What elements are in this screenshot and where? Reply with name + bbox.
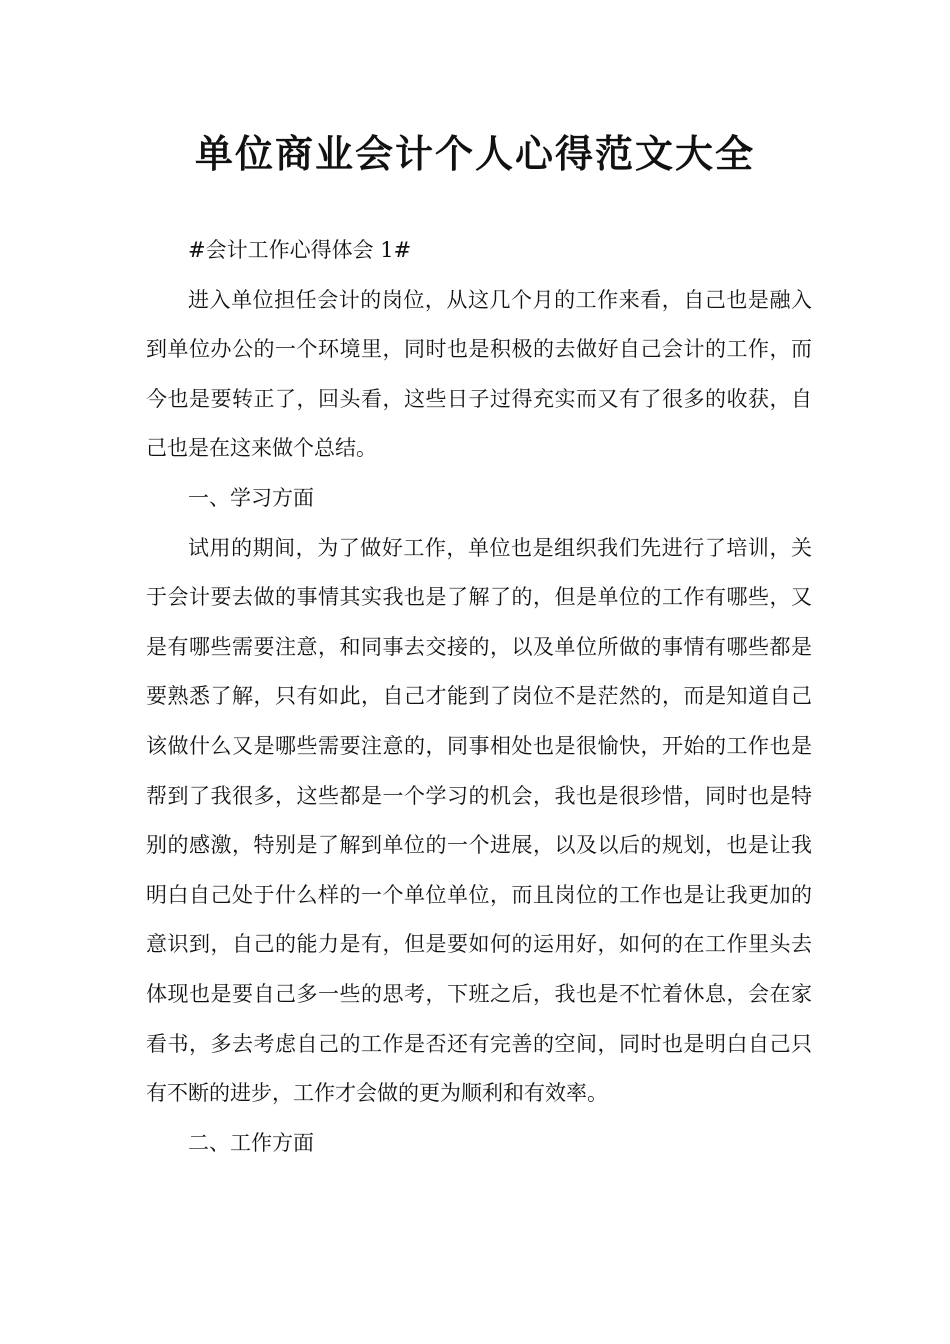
section-marker: #会计工作心得体会 1# <box>188 238 412 262</box>
section-heading-work: 二、工作方面 <box>188 1130 314 1155</box>
document-body <box>146 226 812 1168</box>
section-heading-study: 一、学习方面 <box>188 485 314 510</box>
paragraph-intro: 进入单位担任会计的岗位，从这几个月的工作来看，自己也是融入到单位办公的一个环境里，同时也是积极的去做好自己会计的工作，而今也是要转正了，回头看，这些日子过得充实而又有了很多的收获，自己也是在这来做个总结。 <box>146 287 812 461</box>
document-title: 单位商业会计个人心得范文大全 <box>194 132 755 176</box>
paragraph-study: 试用的期间，为了做好工作，单位也是组织我们先进行了培训，关于会计要去做的事情其实我也是了解了的，但是单位的工作有哪些，又是有哪些需要注意，和同事去交接的，以及单位所做的事情有哪些都是要熟悉了解，只有如此，自己才能到了岗位不是茫然的，而是知道自己该做什么又是哪些需要注意的，同事相处也是很愉快，开始的工作也是帮到了我很多，这些都是一个学习的机会，我也是很珍惜，同时也是特别的感激，特别是了解到单位的一个进展，以及以后的规划，也是让我明白自己处于什么样的一个单位单位，而且岗位的工作也是让我更加的意识到，自己的能力是有，但是要如何的运用好，如何的在工作里头去体现也是要自己多一些的思考，下班之后，我也是不忙着休息，会在家看书，多去考虑自己的工作是否还有完善的空间，同时也是明白自己只有不断的进步，工作才会做的更为顺利和有效率。 <box>146 535 812 1106</box>
